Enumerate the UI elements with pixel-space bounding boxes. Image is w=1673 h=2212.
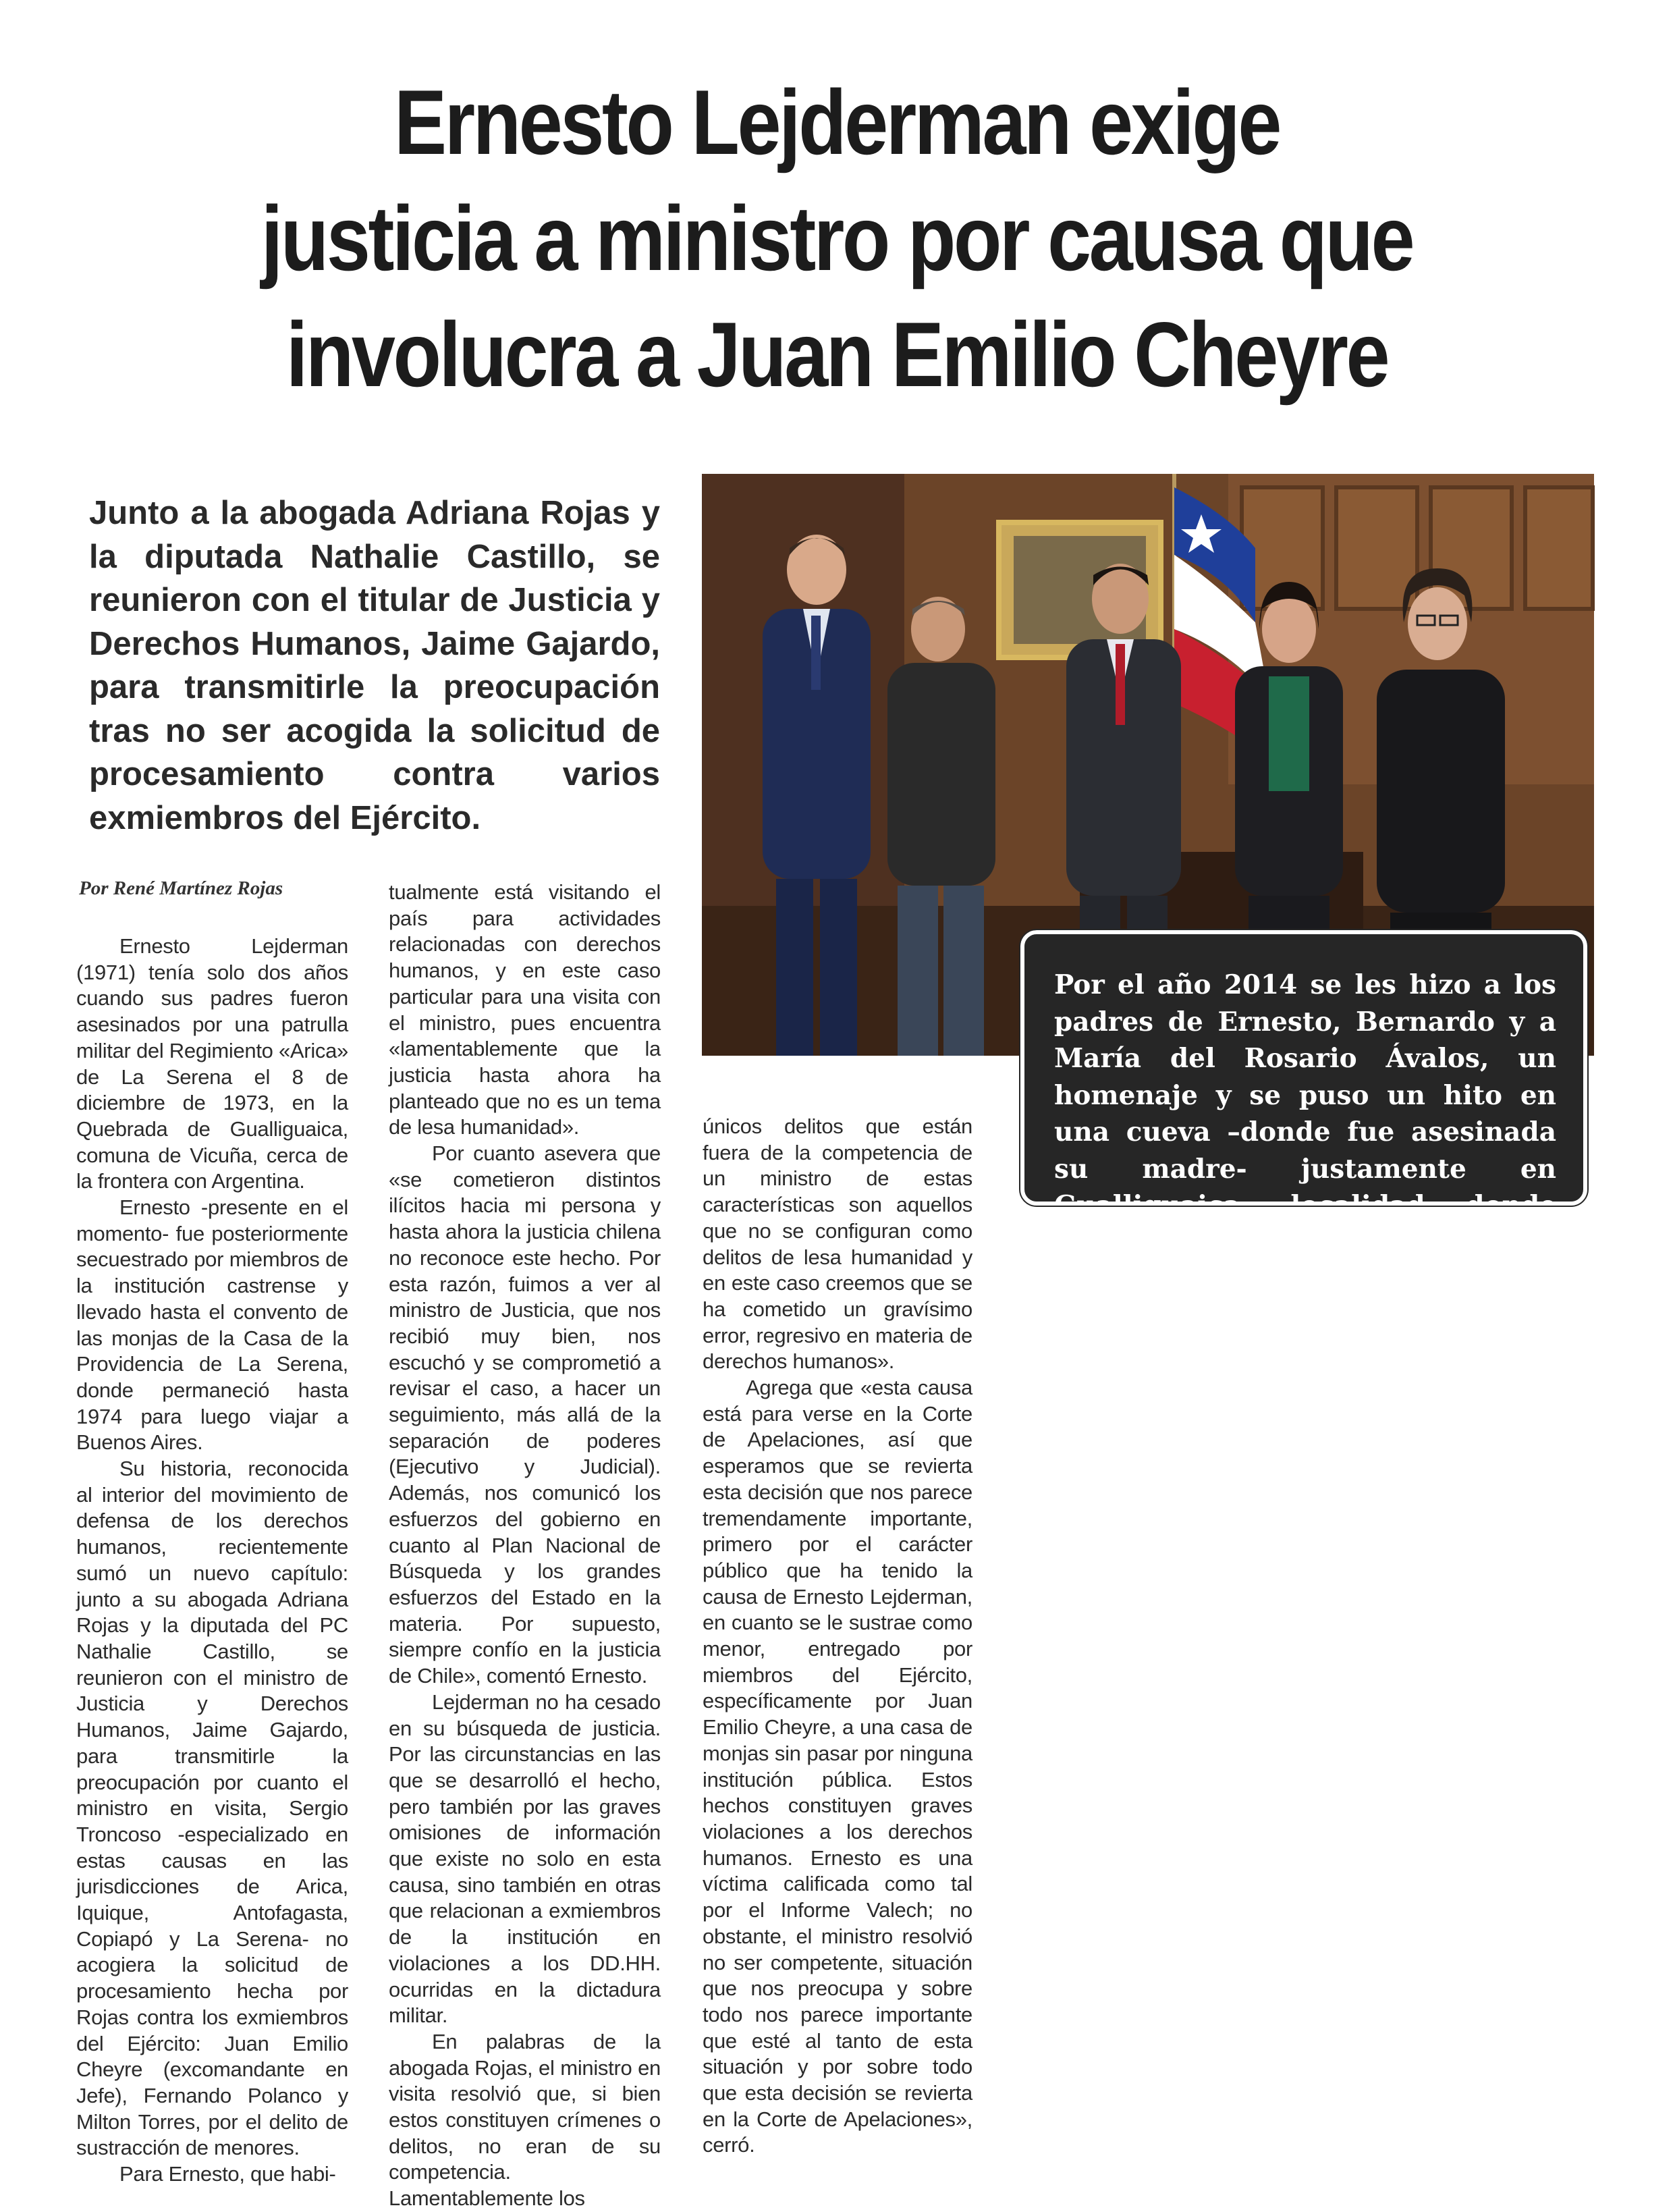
body-column-1 bbox=[76, 934, 348, 2188]
body-paragraph: tualmente está visitando el país para actividades relacionadas con derechos humanos, y en este caso particular para una visita con el ministro, pues encuentra «lamentablemente que la justicia hasta ahora ha planteado que no es un tema de lesa humanidad». bbox=[389, 880, 661, 1139]
body-paragraph: Ernesto -presente en el momento- fue posteriormente secuestrado por miembros de la institución castrense y llevado hasta el convento de las monjas de la Casa de la Providencia de La Serena, donde permaneció hasta 1974 para luego viajar a Buenos Aires. bbox=[76, 1195, 348, 1455]
headline-line-2: justicia a ministro por causa que bbox=[260, 187, 1413, 290]
body-paragraph: Agrega que «esta causa está para verse en la Corte de Apelaciones, así que esperamos que se revierta esta decisión que nos parece tremendamente importante, primero por el carácter público que ha tenido la causa de Ernesto Lejderman, en cuanto se le sustrae como menor, entregado por miembros del Ejército, específicamente por Juan Emilio Cheyre, a una casa de monjas sin pasar por ninguna institución pública. Estos hechos constituyen graves violaciones a los derechos humanos. Ernesto es una víctima calificada como tal por el Informe Valech; no obstante, el ministro resolvió no ser competente, situación que nos preocupa y sobre todo nos parece importante que esté al tanto de esta situación y por sobre todo que esta decisión se revierta en la Corte de Apelaciones», cerró. bbox=[703, 1376, 972, 2157]
body-paragraph: Su historia, reconocida al interior del movimiento de defensa de los derechos humanos, recientemente sumó un nuevo capítulo: junto a su abogada Adriana Rojas y la diputada del PC Nathalie Castillo, se reunieron con el ministro de Justicia y Derechos Humanos, Jaime Gajardo, para transmitirle la preocupación por cuanto el ministro en visita, Sergio Troncoso -especializado en estas causas en las jurisdicciones de Arica, Iquique, Antofagasta, Copiapó y La Serena- no acogiera la solicitud de procesamiento hecha por Rojas contra los exmiembros del Ejército: Juan Emilio Cheyre (excomandante en Jefe), Fernando Polanco y Milton Torres, por el delito de sustracción de menores. bbox=[76, 1457, 348, 2160]
body-paragraph: Ernesto Lejderman (1971) tenía solo dos años cuando sus padres fueron asesinados por una patrulla militar del Regimiento «Arica» de La Serena el 8 de diciembre de 1973, en la Quebrada de Gualliguaica, comuna de Vicuña, cerca de la frontera con Argentina. bbox=[76, 934, 348, 1193]
photo-caption: Por el año 2014 se les hizo a los padres de Ernesto, Bernardo y a María del Rosario Ávalos, un homenaje y se puso un hito en una cueva –donde fue asesinada su madre- justamente en Gualliguaica, localidad donde estuvieron más de dos años. bbox=[1020, 930, 1587, 1206]
lead-paragraph: Junto a la abogada Adriana Rojas y la diputada Nathalie Castillo, se reunieron con el titular de Justicia y Derechos Humanos, Jaime Gajardo, para transmitirle la preocupación tras no ser acogida la solicitud de procesamiento contra varios exmiembros del Ejército. bbox=[89, 495, 660, 836]
body-paragraph: Por cuanto asevera que «se cometieron distintos ilícitos hacia mi persona y hasta ahora la justicia chilena no reconoce este hecho. Por esta razón, fuimos a ver al ministro de Justicia, que nos recibió muy bien, nos escuchó y se comprometió a revisar el caso, a hacer un seguimiento, más allá de la separación de poderes (Ejecutivo y Judicial). Además, nos comunicó los esfuerzos del gobierno en cuanto al Plan Nacional de Búsqueda y los grandes esfuerzos del Estado en la materia. Por supuesto, siempre confío en la justicia de Chile», comentó Ernesto. bbox=[389, 1141, 661, 1688]
headline-line-3: involucra a Juan Emilio Cheyre bbox=[285, 303, 1388, 406]
headline bbox=[187, 64, 1487, 412]
headline-line-1: Ernesto Lejderman exige bbox=[394, 71, 1280, 173]
body-column-3 bbox=[703, 1114, 972, 2159]
body-column-2 bbox=[389, 880, 661, 2212]
body-paragraph: Para Ernesto, que habi- bbox=[119, 2162, 336, 2186]
body-paragraph: Lejderman no ha cesado en su búsqueda de justicia. Por las circunstancias en las que se desarrolló el hecho, pero también por las graves omisiones de información que existe no solo en esta causa, sino también en otras que relacionan a exmiembros de la institución en violaciones a los DD.HH. ocurridas en la dictadura militar. bbox=[389, 1690, 661, 2028]
body-paragraph: En palabras de la abogada Rojas, el ministro en visita resolvió que, si bien estos constituyen crímenes o delitos, no eran de su competencia. Lamentablemente los bbox=[389, 2029, 661, 2211]
byline: Por René Martínez Rojas bbox=[79, 878, 283, 899]
body-paragraph: únicos delitos que están fuera de la competencia de un ministro de estas características son aquellos que no se configuran como delitos de lesa humanidad y en este caso creemos que se ha cometido un gravísimo error, regresivo en materia de derechos humanos». bbox=[703, 1114, 972, 1374]
